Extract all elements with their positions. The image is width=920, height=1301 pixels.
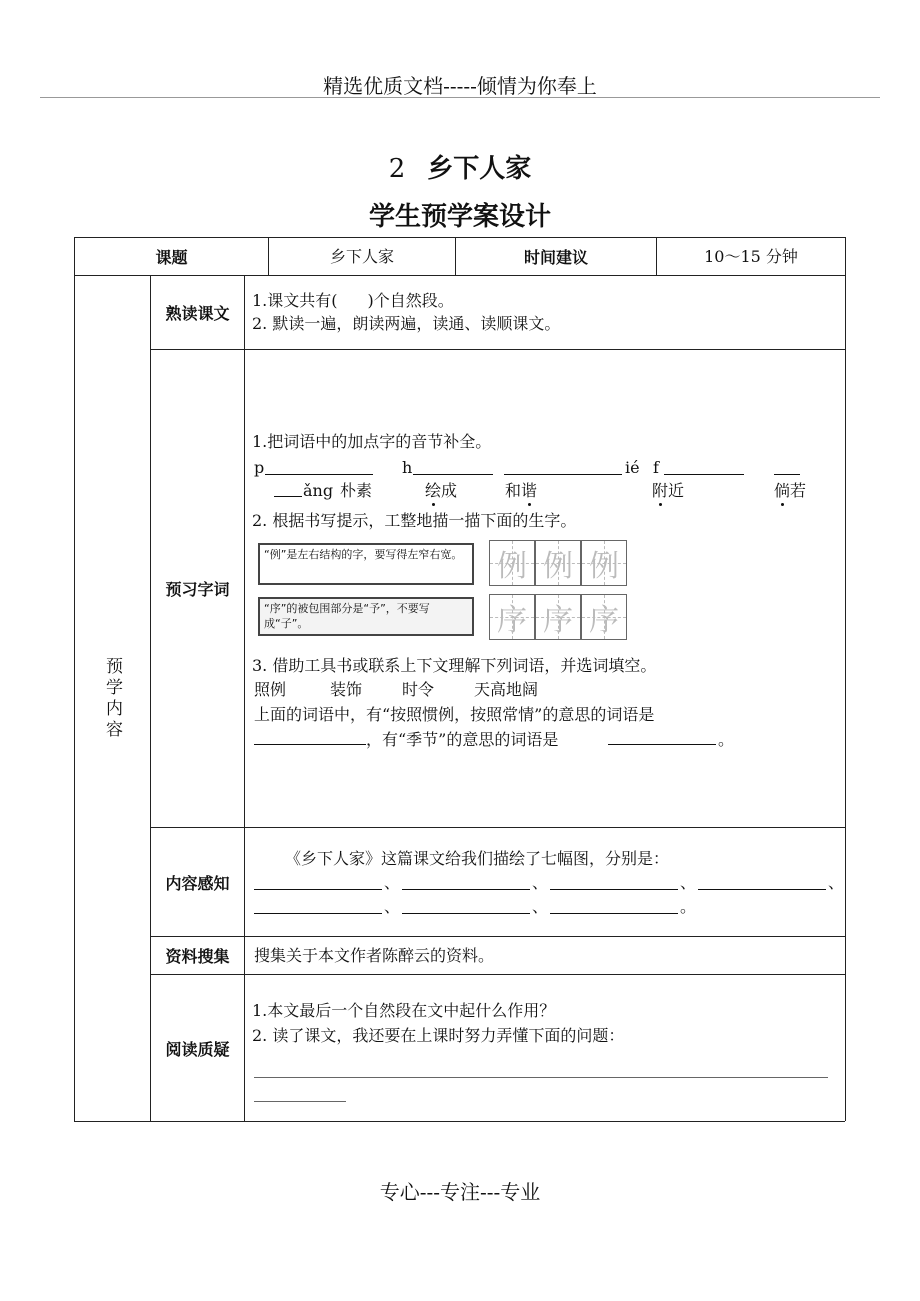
vocab-2: 装饰 — [330, 680, 363, 699]
fill-blank-2[interactable] — [608, 728, 716, 745]
tracing-cell[interactable]: 例 — [581, 540, 627, 586]
section-label-cell — [75, 276, 150, 1121]
pinyin-blank-6[interactable] — [274, 480, 302, 497]
tracing-cell[interactable]: 例 — [535, 540, 581, 586]
research-text: 搜集关于本文作者陈醉云的资料。 — [254, 946, 495, 965]
words-q3: 3. 借助工具书或联系上下文理解下列词语，并选词填空。 — [252, 656, 657, 675]
research-label: 资料搜集 — [165, 947, 230, 966]
paragraph-count-blank[interactable] — [338, 290, 368, 306]
fill-blank-1[interactable] — [254, 728, 366, 745]
answer-line-1[interactable] — [254, 1077, 828, 1078]
time-label: 时间建议 — [523, 248, 588, 267]
pinyin-ie: ié — [625, 458, 640, 477]
tracing-cell[interactable]: 序 — [535, 594, 581, 640]
words-q1: 1.把词语中的加点字的音节补全。 — [252, 432, 492, 451]
tracing-grid-2 — [489, 594, 627, 640]
answer-line-2[interactable] — [254, 1101, 346, 1102]
fill-end: 。 — [718, 730, 735, 749]
scene-blank-1[interactable] — [254, 873, 382, 890]
scene-blank-5[interactable] — [254, 897, 382, 914]
page-footer: 专心---专注---专业 — [379, 1180, 541, 1204]
fill-line-2: ，有“季节”的意思的词语是 — [366, 730, 559, 749]
content-text: 《乡下人家》这篇课文给我们描绘了七幅图，分别是： — [285, 849, 670, 868]
tracing-grid-1 — [489, 540, 627, 586]
word-hexie: 和谐 — [505, 481, 538, 500]
tracing-cell[interactable]: 例 — [489, 540, 535, 586]
word-pusu: 朴素 — [340, 481, 373, 500]
words-q2: 2. 根据书写提示，工整地描一描下面的生字。 — [252, 511, 577, 530]
lesson-number: 2 — [388, 154, 406, 184]
read-item-2: 2. 默读一遍，朗读两遍，读通、读顺课文。 — [252, 314, 561, 333]
scene-blank-6[interactable] — [402, 897, 530, 914]
word-huicheng: 绘成 — [425, 481, 458, 500]
vocab-4: 天高地阔 — [474, 680, 539, 699]
scene-blank-7[interactable] — [550, 897, 678, 914]
lesson-name: 乡下人家 — [427, 154, 532, 184]
pinyin-p: p — [254, 458, 265, 477]
pinyin-blank-3[interactable] — [504, 458, 622, 475]
tracing-cell[interactable]: 序 — [581, 594, 627, 640]
header-rule — [40, 97, 880, 98]
pinyin-f: f — [653, 458, 659, 477]
pinyin-ang: ǎng — [303, 481, 334, 500]
read-label: 熟读课文 — [165, 304, 230, 323]
pinyin-h: h — [402, 458, 413, 477]
pinyin-blank-1[interactable] — [265, 458, 373, 475]
fill-line-1: 上面的词语中，有“按照惯例，按照常情”的意思的词语是 — [254, 705, 655, 724]
vocab-3: 时令 — [402, 680, 435, 699]
time-value: 10～15 分钟 — [704, 247, 798, 266]
pinyin-blank-2[interactable] — [413, 458, 493, 475]
vocab-1: 照例 — [254, 680, 287, 699]
question-item-1: 1.本文最后一个自然段在文中起什么作用？ — [252, 1001, 556, 1020]
hint-box-2: “序”的被包围部分是“予”，不要写成“子”。 — [258, 597, 474, 636]
pinyin-blank-4[interactable] — [664, 458, 744, 475]
section-label: 预学内容 — [102, 656, 122, 741]
pinyin-blank-5[interactable] — [774, 458, 800, 475]
tracing-cell[interactable]: 序 — [489, 594, 535, 640]
topic-label: 课题 — [155, 248, 188, 267]
scene-blank-2[interactable] — [402, 873, 530, 890]
read-content — [252, 289, 842, 335]
question-item-2: 2. 读了课文，我还要在上课时努力弄懂下面的问题： — [252, 1026, 625, 1045]
page-header: 精选优质文档-----倾情为你奉上 — [323, 74, 597, 98]
document-subtitle: 学生预学案设计 — [368, 202, 551, 232]
words-label: 预习字词 — [165, 580, 230, 599]
question-label: 阅读质疑 — [165, 1039, 230, 1059]
scene-blank-3[interactable] — [550, 873, 678, 890]
content-label: 内容感知 — [165, 873, 230, 893]
word-fujin: 附近 — [652, 481, 685, 500]
lesson-title — [0, 148, 920, 185]
scene-blank-4[interactable] — [698, 873, 826, 890]
hint-box-1: “例”是左右结构的字，要写得左窄右宽。 — [258, 543, 474, 585]
topic-value: 乡下人家 — [329, 247, 394, 266]
word-tangruo: 倘若 — [774, 481, 807, 500]
read-item-1: 1.课文共有( )个自然段。 — [252, 291, 454, 310]
